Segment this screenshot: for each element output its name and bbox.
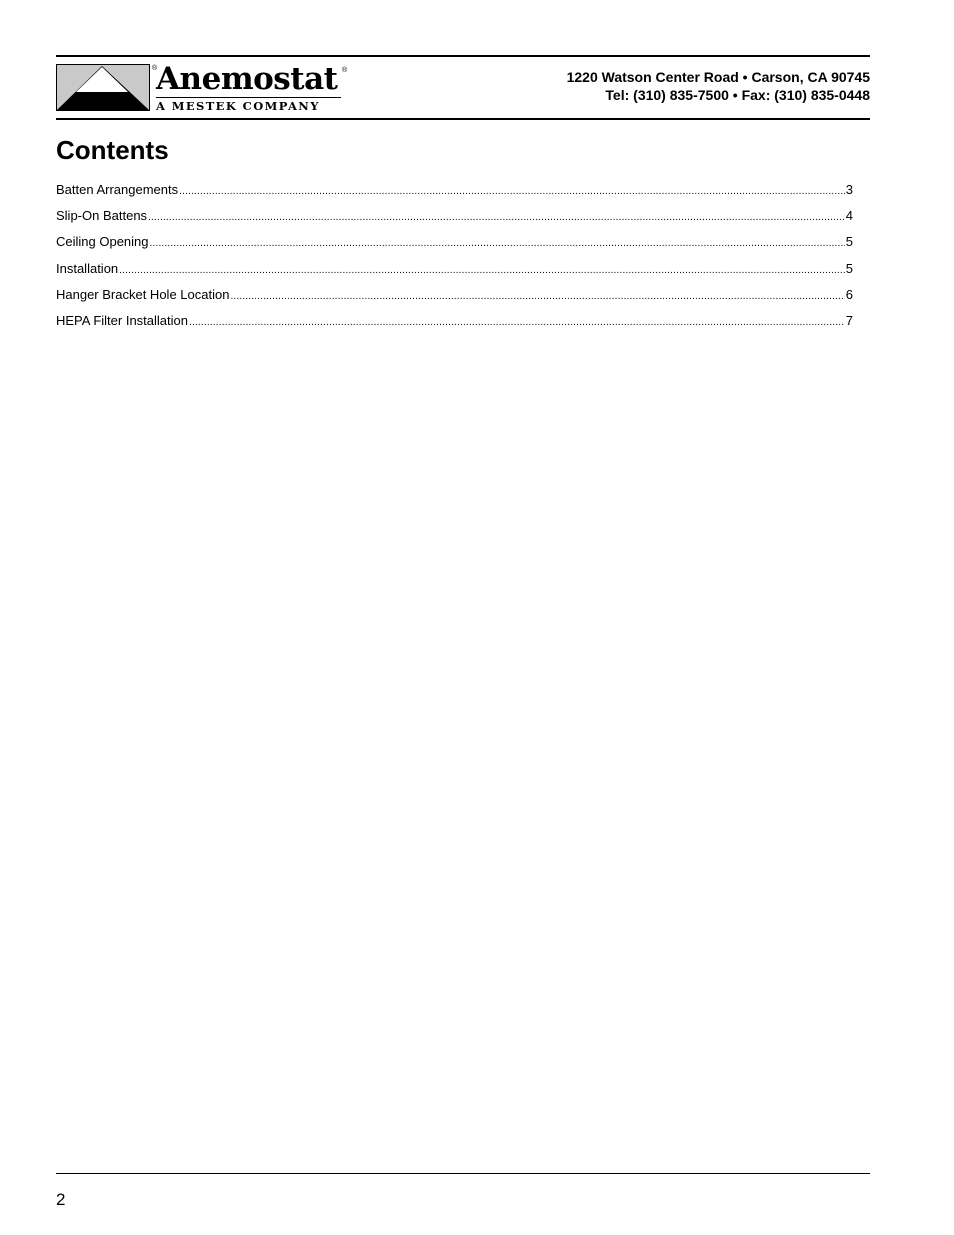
toc-entry-label: HEPA Filter Installation (56, 312, 188, 328)
address-line: 1220 Watson Center Road • Carson, CA 90745 (566, 69, 870, 85)
toc-leader-dots (150, 234, 845, 254)
toc-entry[interactable] (56, 180, 853, 206)
logo-tagline: A MESTEK COMPANY (156, 99, 320, 113)
toc-entry[interactable] (56, 259, 853, 285)
toc-entry-label: Batten Arrangements (56, 182, 179, 197)
toc-entry-page: 5 (845, 260, 853, 276)
registered-mark: ® (152, 65, 158, 72)
header-top-rule (56, 55, 870, 57)
footer-rule (56, 1173, 870, 1174)
toc-entry-page: 5 (845, 234, 853, 250)
toc-leader-dots (189, 313, 845, 333)
page-number: 2 (56, 1190, 66, 1209)
toc-entry-label: Slip-On Battens (56, 208, 148, 224)
header-bottom-rule (56, 118, 870, 120)
table-of-contents (56, 180, 853, 337)
toc-entry-page: 7 (845, 312, 853, 328)
toc-entry-label: Hanger Bracket Hole Location (56, 286, 230, 302)
company-address (567, 68, 870, 104)
toc-entry-page: 4 (845, 208, 853, 224)
toc-leader-dots (119, 261, 845, 281)
page-title: Contents (56, 135, 169, 165)
toc-entry-page: 3 (845, 182, 853, 197)
toc-entry-label: Ceiling Opening (56, 234, 149, 250)
logo-wordmark: Anemostat (156, 61, 338, 97)
toc-entry[interactable] (56, 232, 853, 258)
toc-leader-dots (230, 287, 844, 307)
toc-leader-dots (148, 208, 845, 228)
anemostat-logo-mark-icon (56, 64, 150, 111)
toc-entry[interactable] (56, 311, 853, 337)
toc-leader-dots (179, 182, 845, 202)
toc-entry-label: Installation (56, 260, 119, 276)
registered-mark: ® (342, 67, 348, 74)
logo-divider (156, 97, 341, 98)
toc-entry[interactable] (56, 206, 853, 232)
contact-line: Tel: (310) 835-7500 • Fax: (310) 835-0448 (605, 87, 870, 103)
toc-entry[interactable] (56, 285, 853, 311)
toc-entry-page: 6 (845, 286, 853, 302)
